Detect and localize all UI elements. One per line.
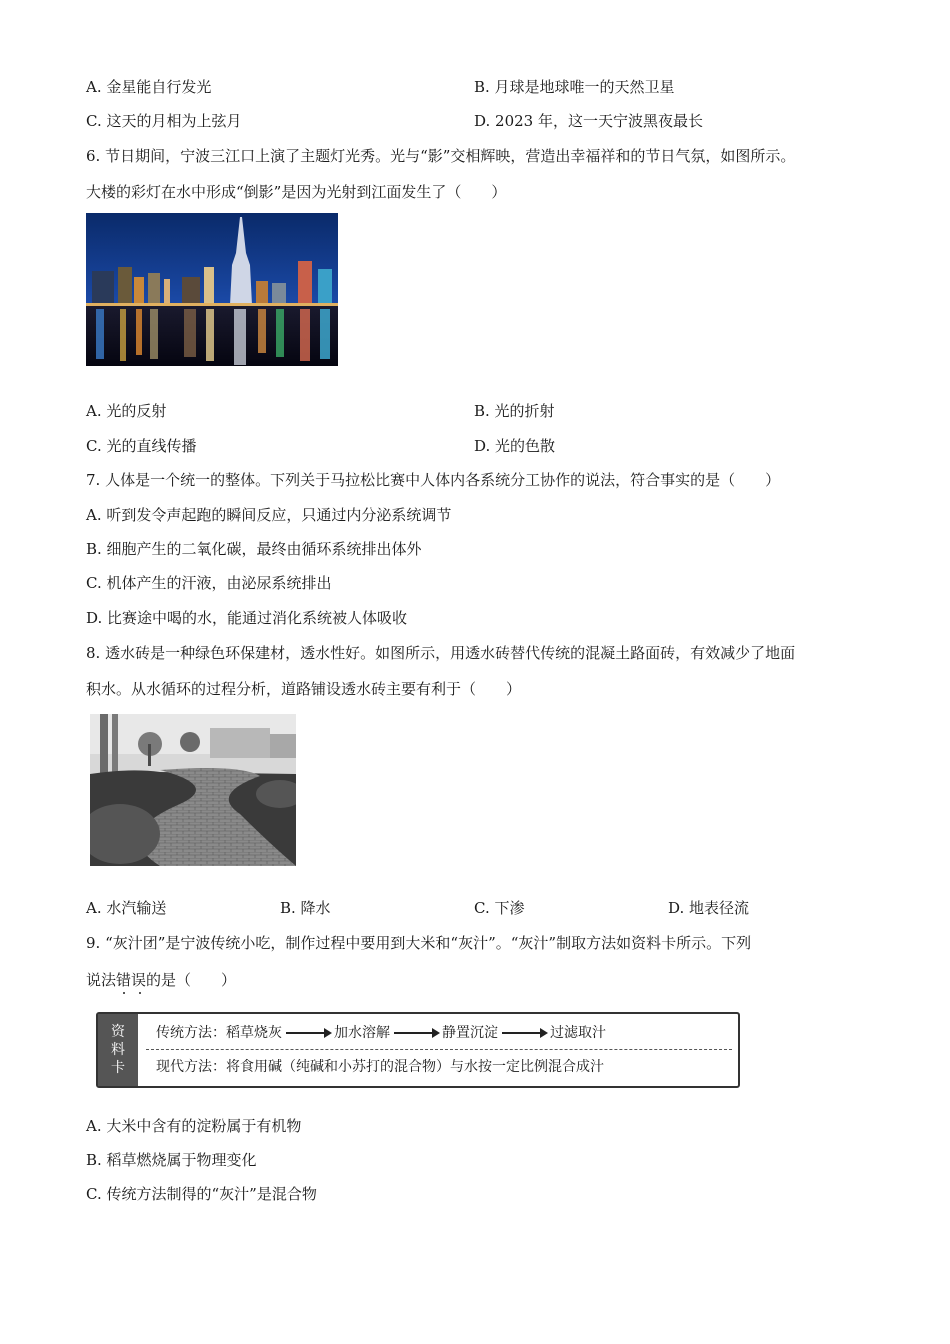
info-card (96, 1012, 740, 1088)
info-card-tab-char: 料 (111, 1042, 125, 1058)
step-dissolve: 加水溶解 (334, 1025, 390, 1041)
q7-option-b[interactable]: B. 细胞产生的二氧化碳，最终由循环系统排出体外 (86, 540, 422, 558)
q8-option-d[interactable]: D. 地表径流 (668, 899, 750, 917)
q6-option-c[interactable]: C. 光的直线传播 (86, 437, 197, 455)
q7-option-d[interactable]: D. 比赛途中喝的水，能通过消化系统被人体吸收 (86, 609, 408, 627)
card-divider (146, 1049, 732, 1050)
q8-option-c[interactable]: C. 下渗 (474, 899, 525, 917)
modern-method-row: 现代方法：将食用碱（纯碱和小苏打的混合物）与水按一定比例混合成汁 (156, 1059, 604, 1075)
traditional-method-row (156, 1024, 606, 1042)
step-burn-straw: 稻草烧灰 (226, 1025, 282, 1041)
q9-stem-line2: 说法错误的是（ ） (86, 971, 237, 989)
q8-option-b[interactable]: B. 降水 (280, 899, 331, 917)
q5-option-c[interactable]: C. 这天的月相为上弦月 (86, 112, 242, 130)
arrow-icon (502, 1032, 546, 1034)
q7-option-c[interactable]: C. 机体产生的汗液，由泌尿系统排出 (86, 574, 332, 592)
q6-stem-line2: 大楼的彩灯在水中形成“倒影”是因为光射到江面发生了（ ） (86, 183, 507, 201)
q9-stem-line1: 9. “灰汁团”是宁波传统小吃，制作过程中要用到大米和“灰汁”。“灰汁”制取方法如资料卡所示。下列 (86, 934, 752, 952)
q5-option-a[interactable]: A. 金星能自行发光 (86, 78, 212, 96)
permeable-brick-path-photo (90, 714, 296, 866)
q6-stem-line1: 6. 节日期间，宁波三江口上演了主题灯光秀。光与“影”交相辉映，营造出幸福祥和的节日气氛，如图所示。 (86, 147, 796, 165)
emphasis-dot (123, 992, 125, 994)
arrow-icon (394, 1032, 438, 1034)
q6-option-a[interactable]: A. 光的反射 (86, 402, 167, 420)
city-night-reflection-photo (86, 213, 338, 366)
q8-stem-line2: 积水。从水循环的过程分析，道路铺设透水砖主要有利于（ ） (86, 680, 522, 698)
q6-option-d[interactable]: D. 光的色散 (474, 437, 556, 455)
q9-option-c[interactable]: C. 传统方法制得的“灰汁”是混合物 (86, 1185, 317, 1203)
q9-option-b[interactable]: B. 稻草燃烧属于物理变化 (86, 1151, 257, 1169)
q6-option-b[interactable]: B. 光的折射 (474, 402, 555, 420)
step-settle: 静置沉淀 (442, 1025, 498, 1041)
q7-option-a[interactable]: A. 听到发令声起跑的瞬间反应，只通过内分泌系统调节 (86, 506, 452, 524)
q5-option-b[interactable]: B. 月球是地球唯一的天然卫星 (474, 78, 675, 96)
arrow-icon (286, 1032, 330, 1034)
info-card-tab-char: 卡 (111, 1060, 125, 1076)
emphasis-dot (139, 992, 141, 994)
q8-stem-line1: 8. 透水砖是一种绿色环保建材，透水性好。如图所示，用透水砖替代传统的混凝土路面砖，有效减少了地面 (86, 644, 796, 662)
q8-option-a[interactable]: A. 水汽输送 (86, 899, 167, 917)
q9-option-a[interactable]: A. 大米中含有的淀粉属于有机物 (86, 1117, 302, 1135)
info-card-tab (98, 1014, 138, 1086)
info-card-tab-char: 资 (111, 1024, 125, 1040)
q7-stem: 7. 人体是一个统一的整体。下列关于马拉松比赛中人体内各系统分工协作的说法，符合事实的是（ ） (86, 471, 781, 489)
step-filter: 过滤取汁 (550, 1025, 606, 1041)
traditional-method-label: 传统方法： (156, 1025, 226, 1041)
q5-option-d[interactable]: D. 2023 年，这一天宁波黑夜最长 (474, 112, 703, 130)
